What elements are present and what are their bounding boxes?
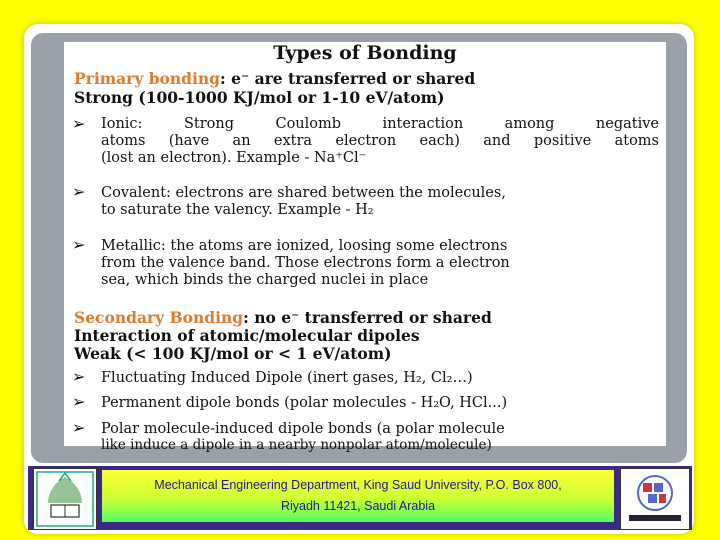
secondary-rest: : no e⁻ transferred or shared: [243, 308, 492, 327]
slide-content: [64, 42, 666, 453]
footer-address-line-1: Mechanical Engineering Department, King Saud University, P.O. Box 800,: [154, 478, 562, 492]
metallic-line-2: from the valence band. Those electrons form a electron: [101, 255, 510, 271]
footer-address-line-2: Riyadh 11421, Saudi Arabia: [280, 499, 436, 513]
secondary-line-3: Weak (< 100 KJ/mol or < 1 eV/atom): [74, 344, 392, 363]
bullet-arrow-icon: ➢: [72, 182, 86, 201]
metallic-line-3: sea, which binds the charged nuclei in place: [101, 272, 429, 288]
primary-heading: [74, 69, 475, 88]
primary-strength: Strong (100-1000 KJ/mol or 1-10 eV/atom): [74, 88, 445, 107]
permanent-dipole-line: Permanent dipole bonds (polar molecules - H₂O, HCl...): [101, 395, 508, 411]
secondary-label: Secondary Bonding: [74, 308, 244, 327]
ionic-line-2: atoms (have an extra electron each) and positive atoms: [101, 133, 659, 149]
primary-label: Primary bonding: [74, 69, 221, 88]
university-logo-icon: [34, 469, 96, 529]
bullet-arrow-icon: ➢: [72, 418, 86, 437]
bullet-arrow-icon: ➢: [72, 367, 86, 386]
bullet-arrow-icon: ➢: [72, 392, 86, 411]
bullet-arrow-icon: ➢: [72, 114, 86, 133]
primary-rest: : e⁻ are transferred or shared: [220, 69, 476, 88]
secondary-heading: [74, 308, 492, 327]
polar-induced-line-1: Polar molecule-induced dipole bonds (a polar molecule: [101, 421, 505, 437]
university-logo: [33, 468, 97, 530]
metallic-line-1: Metallic: the atoms are ionized, loosing some electrons: [101, 238, 508, 254]
slide-title: Types of Bonding: [273, 42, 457, 64]
ionic-line-1: Ionic: Strong Coulomb interaction among negative: [101, 116, 659, 132]
covalent-line-1: Covalent: electrons are shared between the molecules,: [101, 185, 506, 201]
polar-induced-line-2: like induce a dipole in a nearby nonpolar atom/molecule): [101, 437, 492, 453]
bullet-arrow-icon: ➢: [72, 235, 86, 254]
ionic-line-3: (lost an electron). Example - Na⁺Cl⁻: [101, 150, 367, 166]
department-logo: [620, 468, 690, 530]
department-logo-icon: [621, 469, 689, 529]
fluctuating-dipole-line: Fluctuating Induced Dipole (inert gases, H₂, Cl₂…): [101, 370, 473, 386]
covalent-line-2: to saturate the valency. Example - H₂: [101, 202, 374, 218]
secondary-line-2: Interaction of atomic/molecular dipoles: [74, 326, 420, 345]
footer-address-box: [102, 470, 614, 522]
